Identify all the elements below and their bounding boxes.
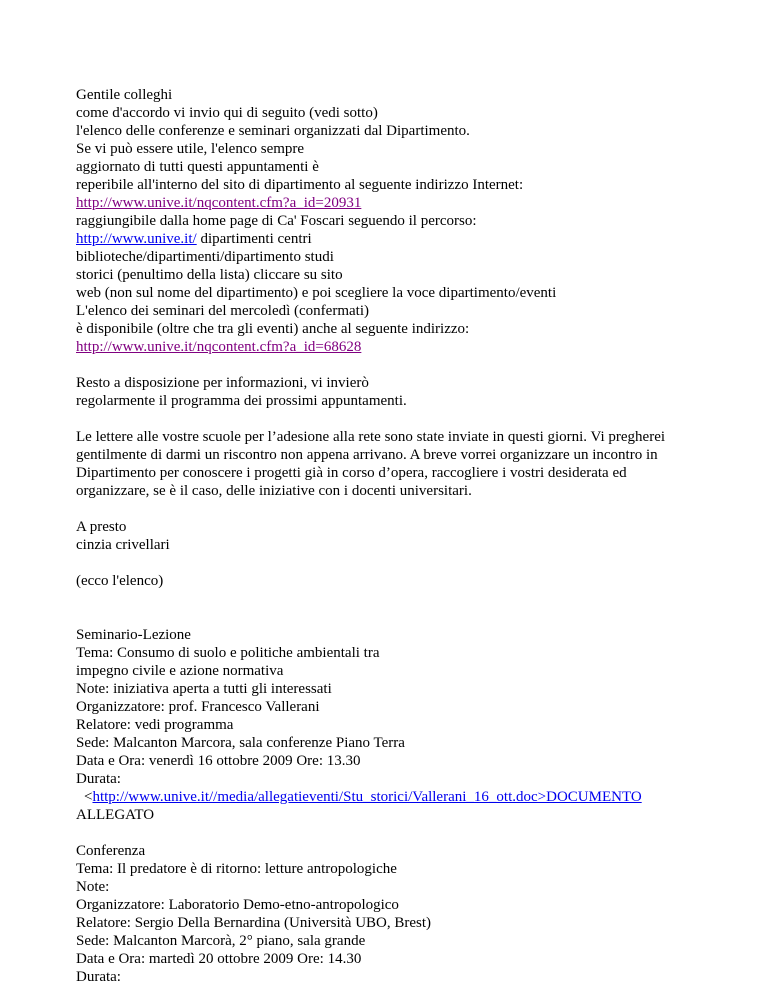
lettere-paragraph	[76, 428, 716, 500]
event-data: Data e Ora: venerdì 16 ottobre 2009 Ore: 13.30	[76, 753, 361, 769]
intro-line: web (non sul nome del dipartimento) e poi scegliere la voce dipartimento/eventi	[76, 285, 557, 301]
intro-line: come d'accordo vi invio qui di seguito (vedi sotto)	[76, 105, 378, 121]
event-sede: Sede: Malcanton Marcora, sala conferenze Piano Terra	[76, 735, 405, 751]
lettere-line: Le lettere alle vostre scuole per l’adesione alla rete sono state inviate in questi giorni. Vi pregherei	[76, 429, 666, 445]
event-durata: Durata:	[76, 771, 121, 787]
documento-allegato-link[interactable]: http://www.unive.it//media/allegatieventi/Stu_storici/Vallerani_16_ott.doc>DOCUMENTO	[92, 789, 642, 805]
intro-line: aggiornato di tutti questi appuntamenti è	[76, 159, 319, 175]
intro-line: reperibile all'interno del sito di dipartimento al seguente indirizzo Internet:	[76, 177, 524, 193]
intro-line: biblioteche/dipartimenti/dipartimento studi	[76, 249, 334, 265]
event-organizzatore: Organizzatore: Laboratorio Demo-etno-antropologico	[76, 897, 399, 913]
signoff	[76, 518, 716, 554]
intro-line: l'elenco delle conferenze e seminari organizzati dal Dipartimento.	[76, 123, 470, 139]
doc-open-bracket: <	[84, 789, 93, 805]
event-relatore: Relatore: vedi programma	[76, 717, 234, 733]
signoff-name: cinzia crivellari	[76, 537, 170, 553]
event-tema-cont: impegno civile e azione normativa	[76, 663, 284, 679]
seminars-url-link[interactable]: http://www.unive.it/nqcontent.cfm?a_id=68628	[76, 339, 362, 355]
event-type: Conferenza	[76, 843, 146, 859]
unive-home-link[interactable]: http://www.unive.it/	[76, 231, 197, 247]
event-tema: Tema: Consumo di suolo e politiche ambientali tra	[76, 645, 380, 661]
events-url-link[interactable]: http://www.unive.it/nqcontent.cfm?a_id=20931	[76, 195, 362, 211]
lettere-line: organizzare, se è il caso, delle iniziative con i docenti universitari.	[76, 483, 472, 499]
intro-block	[76, 86, 716, 356]
event-durata: Durata:	[76, 969, 121, 985]
path-text: dipartimenti centri	[196, 231, 312, 247]
event-tema: Tema: Il predatore è di ritorno: letture antropologiche	[76, 861, 397, 877]
lettere-line: Dipartimento per conoscere i progetti già in corso d’opera, raccogliere i vostri desiderata ed	[76, 465, 627, 481]
documento-allegato-tail: ALLEGATO	[76, 807, 155, 823]
event-note: Note: iniziativa aperta a tutti gli interessati	[76, 681, 332, 697]
event-data: Data e Ora: martedì 20 ottobre 2009 Ore: 14.30	[76, 951, 362, 967]
intro-line: raggiungibile dalla home page di Ca' Foscari seguendo il percorso:	[76, 213, 477, 229]
event-organizzatore: Organizzatore: prof. Francesco Vallerani	[76, 699, 320, 715]
ecco-elenco: (ecco l'elenco)	[76, 573, 164, 589]
event-conferenza	[76, 842, 716, 986]
intro-line: storici (penultimo della lista) cliccare su sito	[76, 267, 343, 283]
intro-line: L'elenco dei seminari del mercoledì (confermati)	[76, 303, 369, 319]
event-type: Seminario-Lezione	[76, 627, 191, 643]
resto-paragraph	[76, 374, 716, 410]
lettere-line: gentilmente di darmi un riscontro non appena arrivano. A breve vorrei organizzare un incontro in	[76, 447, 658, 463]
resto-line: regolarmente il programma dei prossimi appuntamenti.	[76, 393, 407, 409]
event-seminario	[76, 626, 716, 824]
event-sede: Sede: Malcanton Marcorà, 2° piano, sala grande	[76, 933, 366, 949]
resto-line: Resto a disposizione per informazioni, vi invierò	[76, 375, 369, 391]
document-page	[76, 86, 716, 986]
intro-line: è disponibile (oltre che tra gli eventi) anche al seguente indirizzo:	[76, 321, 470, 337]
intro-line: Se vi può essere utile, l'elenco sempre	[76, 141, 305, 157]
signoff-greeting: A presto	[76, 519, 127, 535]
event-relatore: Relatore: Sergio Della Bernardina (Università UBO, Brest)	[76, 915, 432, 931]
event-note: Note:	[76, 879, 110, 895]
intro-line: Gentile colleghi	[76, 87, 173, 103]
